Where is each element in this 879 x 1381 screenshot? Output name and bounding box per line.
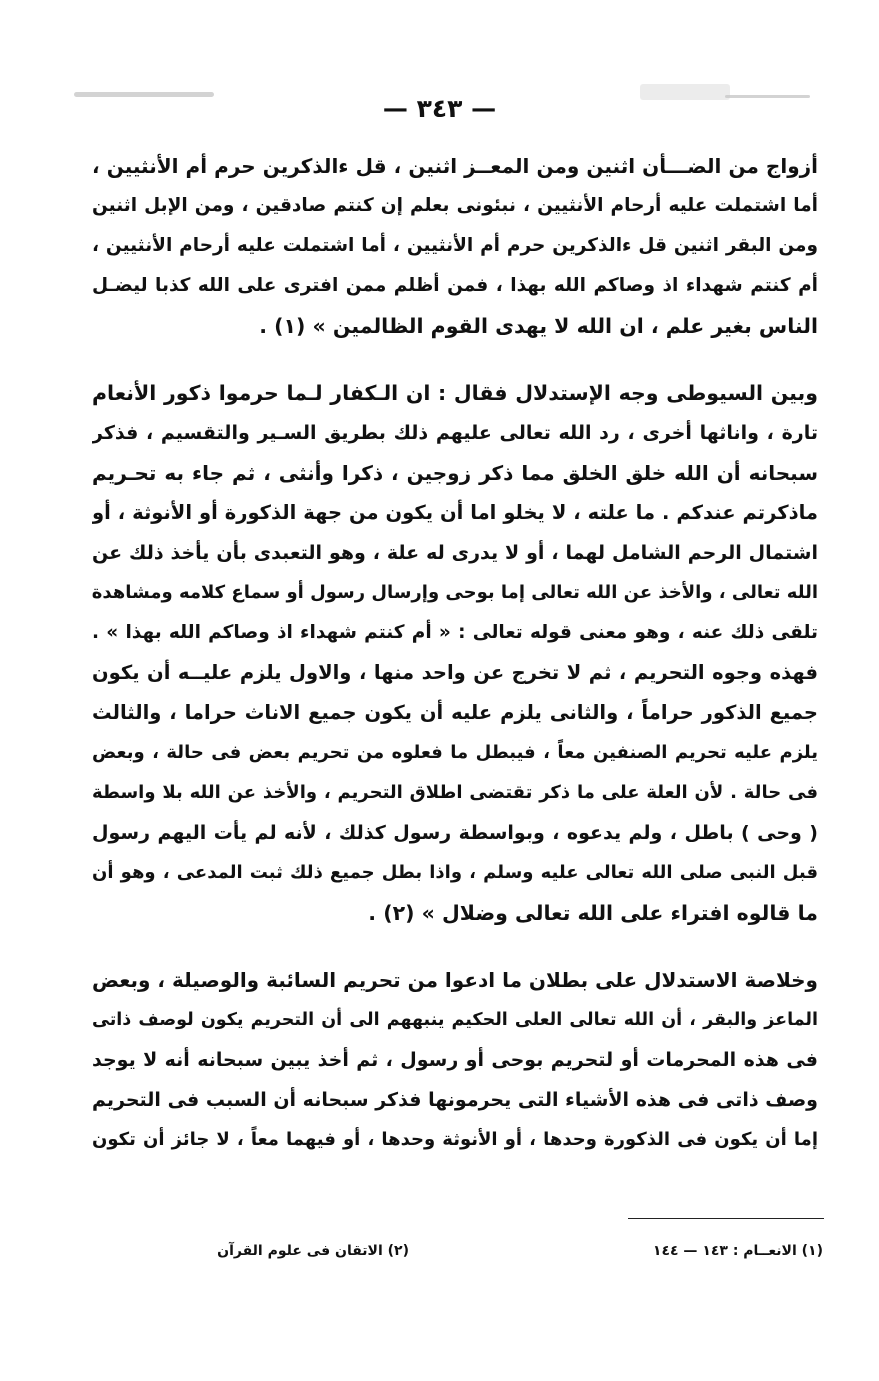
footnote-1: (١) الانعــام : ١٤٣ — ١٤٤ — [652, 1243, 823, 1259]
text-line: وخلاصة الاستدلال على بطلان ما ادعوا من تحريم السائبة والوصيلة ، وبعض — [92, 968, 818, 992]
page-number: — ٣٤٣ — — [382, 94, 497, 123]
text-line: ومن البقر اثنين قل ءالذكرين حرم أم الأنثيين ، أما اشتملت عليه أرحام الأنثيين ، — [92, 235, 818, 256]
text-line: إما أن يكون فى الذكورة وحدها ، أو الأنوثة وحدها ، أو فيهما معاً ، لا جائز أن تكون — [92, 1129, 818, 1150]
text-line: فهذه وجوه التحريم ، ثم لا تخرج عن واحد منها ، والاول يلزم عليــه أن يكون — [92, 661, 818, 684]
footnote-divider — [628, 1218, 824, 1219]
text-line: أم كنتم شهداء اذ وصاكم الله بهذا ، فمن أظلم ممن افترى على الله كذبا ليضـل — [92, 275, 818, 296]
text-line: اشتمال الرحم الشامل لهما ، أو لا يدرى له علة ، وهو التعبدى بأن يأخذ ذلك عن — [92, 542, 818, 564]
text-line: تارة ، واناثها أخرى ، رد الله تعالى عليهم ذلك بطريق السـير والتقسيم ، فذكر — [92, 422, 818, 444]
text-line: ( وحى ) باطل ، ولم يدعوه ، وبواسطة رسول كذلك ، لأنه لم يأت اليهم رسول — [92, 822, 818, 844]
paragraph-3 — [92, 960, 818, 1160]
text-line: وصف ذاتى فى هذه الأشياء التى يحرمونها فذكر سبحانه أن السبب فى التحريم — [92, 1089, 818, 1111]
text-line: ما قالوه افتراء على الله تعالى وضلال » (٢) . — [368, 901, 818, 925]
text-line: سبحانه أن الله خلق الخلق مما ذكر زوجين ، ذكرا وأنثى ، ثم جاء به تحـريم — [92, 461, 818, 485]
text-line: فى حالة . لأن العلة على ما ذكر تقتضى اطلاق التحريم ، والأخذ عن الله بلا واسطة — [92, 782, 818, 803]
text-line: الماعز والبقر ، أن الله تعالى العلى الحكيم ينبههم الى أن التحريم يكون لوصف ذاتى — [92, 1010, 818, 1030]
text-line: الله تعالى ، والأخذ عن الله تعالى إما بوحى وإرسال رسول أو سماع كلامه ومشاهدة — [92, 582, 818, 603]
text-line: أزواج من الضـــأن اثنين ومن المعــز اثنين ، قل ءالذكرين حرم أم الأنثيين ، — [92, 154, 818, 178]
text-line: قبل النبى صلى الله تعالى عليه وسلم ، واذا بطل جميع ذلك ثبت المدعى ، وهو أن — [92, 862, 818, 883]
text-line: جميع الذكور حراماً ، والثانى يلزم عليه أن يكون جميع الاناث حراما ، والثالث — [92, 701, 818, 724]
text-line: ماذكرتم عندكم . ما علته ، لا يخلو اما أن يكون من جهة الذكورة أو الأنوثة ، أو — [92, 501, 818, 524]
paragraph-2 — [92, 373, 818, 933]
text-line: وبين السيوطى وجه الإستدلال فقال : ان الـكفار لـما حرموا ذكور الأنعام — [92, 381, 818, 405]
text-line: تلقى ذلك عنه ، وهو معنى قوله تعالى : « أم كنتم شهداء اذ وصاكم الله بهذا » . — [92, 622, 818, 643]
text-line: يلزم عليه تحريم الصنفين معاً ، فيبطل ما فعلوه من تحريم بعض فى حالة ، وبعض — [92, 742, 818, 763]
footnote-2: (٢) الاتقان فى علوم القرآن — [217, 1243, 409, 1259]
text-line: الناس بغير علم ، ان الله لا يهدى القوم الظالمين » (١) . — [259, 314, 818, 338]
text-line: فى هذه المحرمات أو لتحريم بوحى أو رسول ، ثم أخذ يبين سبحانه أنه لا يوجد — [92, 1049, 818, 1071]
body-text — [92, 146, 818, 1160]
text-line: أما اشتملت عليه أرحام الأنثيين ، نبئونى بعلم إن كنتم صادقين ، ومن الإبل اثنين — [92, 195, 818, 216]
paragraph-1 — [92, 146, 818, 346]
